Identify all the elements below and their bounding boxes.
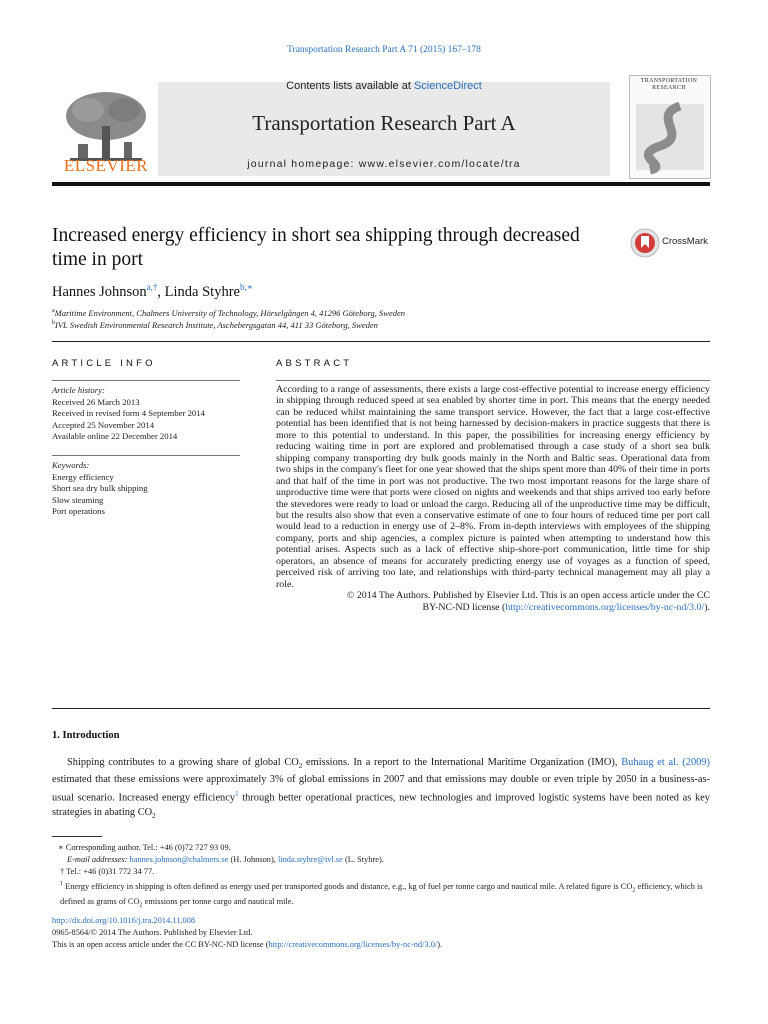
copyright-prefix: BY-NC-ND license (	[422, 601, 506, 613]
footnote-text: efficiency, which is defined as grams of CO	[60, 881, 703, 907]
intro-subscript: 2	[298, 762, 303, 771]
keyword-item: Energy efficiency	[52, 471, 114, 482]
cover-title: TRANSPORTATION RESEARCH	[640, 78, 698, 91]
email-styhre-link[interactable]: linda.styhre@ivl.se	[277, 855, 343, 864]
history-accepted: Accepted 25 November 2014	[52, 419, 155, 430]
cover-road-graphic	[630, 76, 710, 178]
footnote-emails	[52, 854, 725, 865]
contents-line	[158, 80, 610, 92]
footnote-text: Tel.: +46 (0)31 772 34 77.	[64, 867, 155, 876]
intro-text: emissions. In a report to the International Maritime Organization (IMO),	[302, 757, 622, 768]
author-johnson-marks[interactable]: a,†	[146, 282, 158, 292]
affiliation-b	[52, 320, 378, 330]
section-divider	[52, 341, 710, 342]
footnote-text: emissions per tonne cargo and nautical mile.	[142, 897, 294, 907]
doi-link[interactable]: http://dx.doi.org/10.1016/j.tra.2014.11.008	[52, 916, 196, 925]
affiliation-a-mark: a	[52, 308, 55, 315]
header-divider	[52, 182, 710, 186]
introduction-heading: 1. Introduction	[52, 730, 120, 741]
footnote-corresponding	[52, 842, 716, 853]
oa-text: This is an open access article under the CC BY-NC-ND license (	[52, 940, 269, 949]
footnote-text: Energy efficiency in shipping is often defined as energy used per transported goods and distance, e.g., kg of fuel per tonne cargo and nautical mile. A related figure is CO	[63, 881, 633, 891]
abstract-copyright-2	[276, 602, 710, 613]
author-separator: ,	[157, 283, 165, 300]
abstract-copyright-1: © 2014 The Authors. Published by Elsevier Ltd. This is an open access article under the CC	[346, 590, 710, 602]
intro-text: estimated that these emissions were approximately 3% of global emissions in 2007 and that emissions may double or even triple by 2050 in a business-as-usual scenario. Increased energy efficiency	[52, 774, 710, 804]
keywords-rule	[52, 455, 240, 456]
crossmark-icon[interactable]	[630, 228, 660, 258]
history-label: Article history:	[52, 385, 105, 395]
keywords-label: Keywords:	[52, 460, 90, 470]
footnote-mark: ∗	[58, 843, 64, 852]
footnote-text: (L. Styhre).	[342, 855, 384, 864]
article-title: Increased energy efficiency in short sea shipping through decreased time in port	[52, 225, 580, 270]
contents-prefix: Contents lists available at	[286, 80, 414, 92]
author-list	[52, 282, 253, 301]
author-styhre-marks[interactable]: b,∗	[239, 282, 253, 292]
email-johnson-link[interactable]: hannes.johnson@chalmers.se	[129, 855, 229, 864]
footnote-subscript: 2	[139, 903, 143, 910]
abstract-text: According to a range of assessments, there exists a large cost-effective potential to increase energy efficiency in shipping through reduced speed at sea enabled by shorter time in port. This means that the energy needed can be reduced whilst maintaining the same transport service. However, the fact that a large cost-effective potential has been identified that is not being harnessed by decision-makers in practice suggests that there is more to this potential to understand. In this paper, the possibilities for increasing energy efficiency by reducing waiting time in port are explored and problematised through a case study of a short sea bulk shipping company transporting dry bulk goods mainly in the North and Baltic seas. Operational data from two ships in the company's fleet for one year showed that the ships spent more than 40% of their time in ports and that half of the time in port was not productive. The two most important reasons for the large share of unproductive time were that ports were closed on nights and weekends and that ships arrived too early before the stevedores were ready to load or unload the cargo. Reducing all of the unproductive time may be difficult, but the results also show that even a conservative estimate of one to four hours of reduced time per port call would lead to a reduction in energy use of 2–8%. From in-depth interviews with employees of the shipping company, ports and ship agencies, a complex picture is painted when attempting to understand how this potential arises. Aspects such as a lack of effective ship-shore-port communication, little time for ship operators, an absence of means for accurately predicting energy use of voyages as a function of speed, perceived risk of arriving too late, and relationships with third-party technical management may all play a role.	[276, 384, 710, 590]
footnote-dagger	[52, 866, 718, 877]
history-revised: Received in revised form 4 September 2014	[52, 408, 205, 418]
journal-citation[interactable]: Transportation Research Part A 71 (2015) 167–178	[287, 45, 481, 55]
footnote-1-ref[interactable]: 1	[235, 790, 239, 799]
introduction-paragraph	[52, 756, 710, 823]
affiliation-b-text: IVL Swedish Environmental Research Institute, Aschebergsgatan 44, 411 33 Göteborg, Sweden	[55, 320, 378, 330]
keyword-item: Port operations	[52, 506, 105, 516]
crossmark-label[interactable]: CrossMark	[662, 236, 708, 247]
footnote-1	[52, 879, 710, 912]
doi-line	[52, 915, 710, 927]
footnote-rule	[52, 836, 102, 837]
footnote-mark: 1	[60, 881, 63, 887]
keywords-block	[52, 460, 240, 518]
abstract-body	[276, 384, 710, 613]
footnote-text: (H. Johnson),	[228, 855, 278, 864]
affiliation-a-text: Maritime Environment, Chalmers University of Technology, Hörselgången 4, 41296 Göteborg, Sweden	[54, 308, 406, 318]
license-link[interactable]: http://creativecommons.org/licenses/by-nc-nd/3.0/	[505, 601, 705, 613]
abstract-rule	[276, 380, 710, 381]
citation-buhaug-link[interactable]: Buhaug et al. (2009)	[621, 757, 710, 768]
history-online: Available online 22 December 2014	[52, 431, 178, 441]
journal-homepage[interactable]: journal homepage: www.elsevier.com/locate/tra	[247, 158, 521, 170]
footnote-text: Corresponding author. Tel.: +46 (0)72 727 93 09.	[63, 843, 231, 852]
affiliation-b-mark: b	[52, 320, 55, 327]
keyword-item: Short sea dry bulk shipping	[52, 483, 148, 493]
intro-subscript: 2	[152, 812, 156, 821]
oa-license-link[interactable]: http://creativecommons.org/licenses/by-nc-nd/3.0/	[268, 940, 438, 949]
author-johnson[interactable]: Hannes Johnson	[52, 283, 147, 300]
sciencedirect-link[interactable]: ScienceDirect	[413, 80, 482, 92]
elsevier-wordmark[interactable]: ELSEVIER	[63, 156, 149, 175]
affiliation-a	[52, 308, 405, 318]
intro-text: Shipping contributes to a growing share of global CO	[67, 757, 299, 768]
email-label: E-mail addresses:	[67, 855, 128, 864]
issn-line: 0965-8564/© 2014 The Authors. Published by Elsevier Ltd.	[52, 928, 253, 937]
author-styhre[interactable]: Linda Styhre	[164, 283, 240, 300]
keyword-item: Slow steaming	[52, 494, 104, 505]
article-info-rule	[52, 380, 240, 381]
history-received: Received 26 March 2013	[52, 396, 140, 407]
footnote-mark: †	[60, 867, 65, 876]
journal-title: Transportation Research Part A	[252, 111, 516, 135]
open-access-line	[52, 939, 710, 951]
copyright-suffix: ).	[704, 601, 710, 613]
abstract-end-divider	[52, 708, 710, 709]
article-info-heading: ARTICLE INFO	[52, 358, 156, 369]
intro-text: through better operational practices, new technologies and improved logistic systems have been noted as key strategies in abating CO	[52, 792, 710, 819]
footnote-subscript: 2	[632, 887, 636, 894]
oa-text: ).	[437, 940, 443, 949]
abstract-heading: ABSTRACT	[276, 358, 353, 369]
article-history	[52, 385, 240, 443]
